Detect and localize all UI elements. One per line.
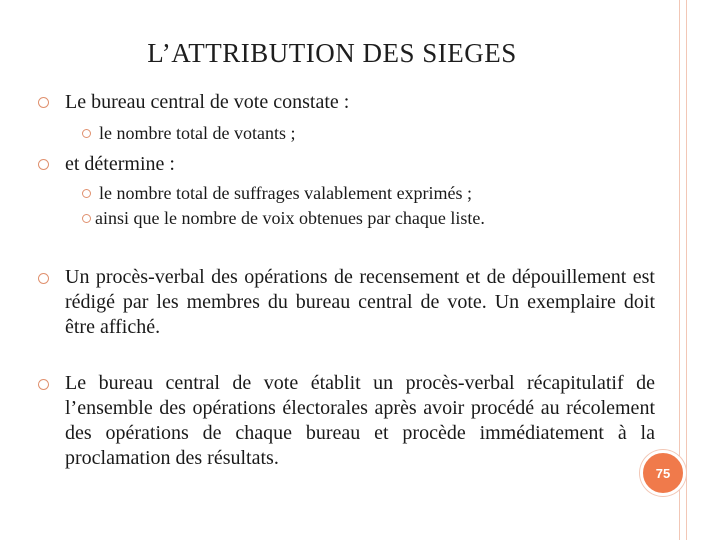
bullet-circle-icon [38,97,49,108]
bullet-text: Le bureau central de vote constate : [65,91,350,113]
paragraph-proces-verbal: Un procès-verbal des opérations de recensement et de dépouillement est rédigé par les membres du bureau central de vote. Un exemplaire doit être affiché. [65,266,655,338]
bullet-circle-icon [38,379,49,390]
paragraph-recapitulatif: Le bureau central de vote établit un procès-verbal récapitulatif de l’ensemble des opérations électorales après avoir procédé au récolement des opérations de chaque bureau et procède immédiatement à la proclamation des résultats. [65,372,655,469]
slide-title: L’ATTRIBUTION DES SIEGES [147,38,517,68]
sub-bullet-text: ainsi que le nombre de voix obtenues par chaque liste. [95,208,485,228]
sub-bullet-circle-icon [82,214,91,223]
sub-bullet-text: le nombre total de suffrages valablement exprimés ; [99,183,473,203]
sub-bullet-text: le nombre total de votants ; [99,123,296,143]
sub-bullet-circle-icon [82,189,91,198]
bullet-circle-icon [38,159,49,170]
page-number-badge: 75 [640,450,686,496]
bullet-circle-icon [38,273,49,284]
bullet-text: et détermine : [65,153,175,175]
sub-bullet-circle-icon [82,129,91,138]
